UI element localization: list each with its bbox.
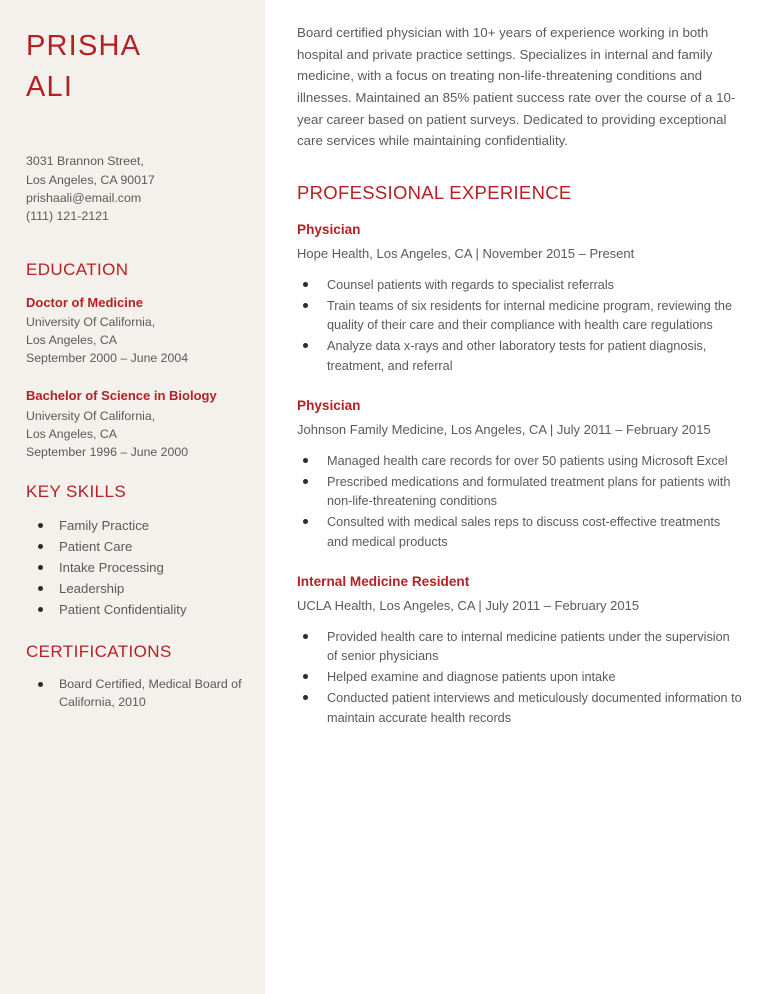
last-name: ALI bbox=[26, 71, 74, 104]
bullet-icon bbox=[38, 586, 43, 591]
job-meta: UCLA Health, Los Angeles, CA | July 2011 – February 2015 bbox=[297, 598, 640, 613]
skill-label: Intake Processing bbox=[59, 559, 164, 575]
bullet-icon bbox=[38, 682, 43, 687]
bullet-icon bbox=[303, 695, 308, 700]
list-item bbox=[26, 516, 243, 536]
contact-block bbox=[26, 152, 243, 225]
main-content bbox=[265, 0, 768, 994]
list-item bbox=[26, 558, 243, 578]
education-degree: Bachelor of Science in Biology bbox=[26, 388, 217, 404]
candidate-name bbox=[26, 26, 243, 108]
list-item bbox=[26, 600, 243, 620]
list-item bbox=[297, 337, 742, 376]
job-bullets bbox=[297, 628, 742, 728]
job-bullets bbox=[297, 276, 742, 376]
list-item bbox=[26, 537, 243, 557]
skill-label: Family Practice bbox=[59, 517, 150, 533]
skill-label: Patient Care bbox=[59, 538, 133, 554]
list-item bbox=[297, 513, 742, 552]
contact-address-2: Los Angeles, CA 90017 bbox=[26, 172, 155, 187]
education-school: University Of California, bbox=[26, 315, 156, 330]
list-item bbox=[297, 628, 742, 667]
first-name: PRISHA bbox=[26, 30, 142, 62]
job-meta: Johnson Family Medicine, Los Angeles, CA | July 2011 – February 2015 bbox=[297, 422, 711, 438]
job-title: Physician bbox=[297, 398, 361, 414]
experience-entry bbox=[297, 574, 742, 728]
list-item bbox=[297, 689, 742, 728]
list-item bbox=[297, 276, 742, 295]
bullet-icon bbox=[303, 479, 308, 484]
education-location: Los Angeles, CA bbox=[26, 333, 117, 348]
job-title: Internal Medicine Resident bbox=[297, 574, 470, 589]
list-item bbox=[297, 297, 742, 336]
sidebar bbox=[0, 0, 265, 994]
bullet-icon bbox=[303, 519, 308, 524]
contact-address-1: 3031 Brannon Street, bbox=[26, 154, 144, 169]
job-title: Physician bbox=[297, 222, 361, 238]
bullet-text: Prescribed medications and formulated treatment plans for patients with non-life-threatening conditions bbox=[327, 474, 731, 509]
bullet-text: Helped examine and diagnose patients upon intake bbox=[327, 670, 616, 685]
bullet-text: Provided health care to internal medicine patients under the supervision of senior physicians bbox=[327, 629, 730, 663]
contact-phone[interactable]: (111) 121-2121 bbox=[26, 209, 109, 224]
bullet-icon bbox=[303, 343, 308, 348]
bullet-icon bbox=[38, 565, 43, 570]
list-item bbox=[297, 668, 742, 687]
skill-label: Patient Confidentiality bbox=[59, 602, 187, 618]
experience-heading: PROFESSIONAL EXPERIENCE bbox=[297, 182, 572, 204]
certifications-heading: CERTIFICATIONS bbox=[26, 642, 172, 662]
bullet-icon bbox=[303, 282, 308, 287]
bullet-text: Counsel patients with regards to specialist referrals bbox=[327, 277, 615, 292]
bullet-icon bbox=[303, 458, 308, 463]
list-item bbox=[26, 676, 243, 711]
education-degree: Doctor of Medicine bbox=[26, 294, 144, 310]
list-item bbox=[26, 579, 243, 599]
key-skills-heading: KEY SKILLS bbox=[26, 481, 127, 501]
education-location: Los Angeles, CA bbox=[26, 426, 117, 441]
bullet-text: Analyze data x-rays and other laboratory tests for patient diagnosis, treatment, and referral bbox=[327, 339, 707, 373]
professional-summary: Board certified physician with 10+ years of experience working in both hospital and private practice settings. Specializes in internal and family medicine, with a focus on treating non-life-threatening conditions and illnesses. Maintained an 85% patient success rate over the course of a 10-year career based on patient surveys. Dedicated to providing exceptional care services while maintaining confidentiality. bbox=[297, 25, 736, 149]
skill-label: Leadership bbox=[59, 581, 125, 597]
key-skills-section bbox=[26, 482, 243, 620]
bullet-icon bbox=[38, 523, 43, 528]
certification-label: Board Certified, Medical Board of California, 2010 bbox=[59, 677, 242, 709]
list-item bbox=[297, 452, 742, 471]
education-dates: September 1996 – June 2000 bbox=[26, 444, 189, 459]
job-bullets bbox=[297, 452, 742, 552]
bullet-text: Consulted with medical sales reps to discuss cost-effective treatments and medical products bbox=[327, 515, 721, 549]
certifications-list bbox=[26, 676, 243, 711]
experience-entry bbox=[297, 398, 742, 552]
bullet-icon bbox=[303, 634, 308, 639]
education-school: University Of California, bbox=[26, 408, 156, 423]
education-heading: EDUCATION bbox=[26, 259, 129, 279]
education-section bbox=[26, 260, 243, 462]
bullet-text: Managed health care records for over 50 patients using Microsoft Excel bbox=[327, 453, 728, 468]
education-dates: September 2000 – June 2004 bbox=[26, 351, 189, 366]
bullet-icon bbox=[303, 303, 308, 308]
bullet-text: Conducted patient interviews and meticulously documented information to maintain accurate health records bbox=[327, 691, 742, 725]
education-entry bbox=[26, 294, 243, 369]
education-entry bbox=[26, 387, 243, 462]
bullet-text: Train teams of six residents for internal medicine program, reviewing the quality of their care and their compliance with health care regulations bbox=[327, 298, 732, 333]
job-meta: Hope Health, Los Angeles, CA | November 2015 – Present bbox=[297, 246, 635, 262]
experience-entry bbox=[297, 222, 742, 376]
list-item bbox=[297, 473, 742, 512]
bullet-icon bbox=[303, 674, 308, 679]
contact-email[interactable]: prishaali@email.com bbox=[26, 191, 142, 206]
bullet-icon bbox=[38, 607, 43, 612]
certifications-section bbox=[26, 642, 243, 711]
bullet-icon bbox=[38, 544, 43, 549]
key-skills-list bbox=[26, 516, 243, 620]
